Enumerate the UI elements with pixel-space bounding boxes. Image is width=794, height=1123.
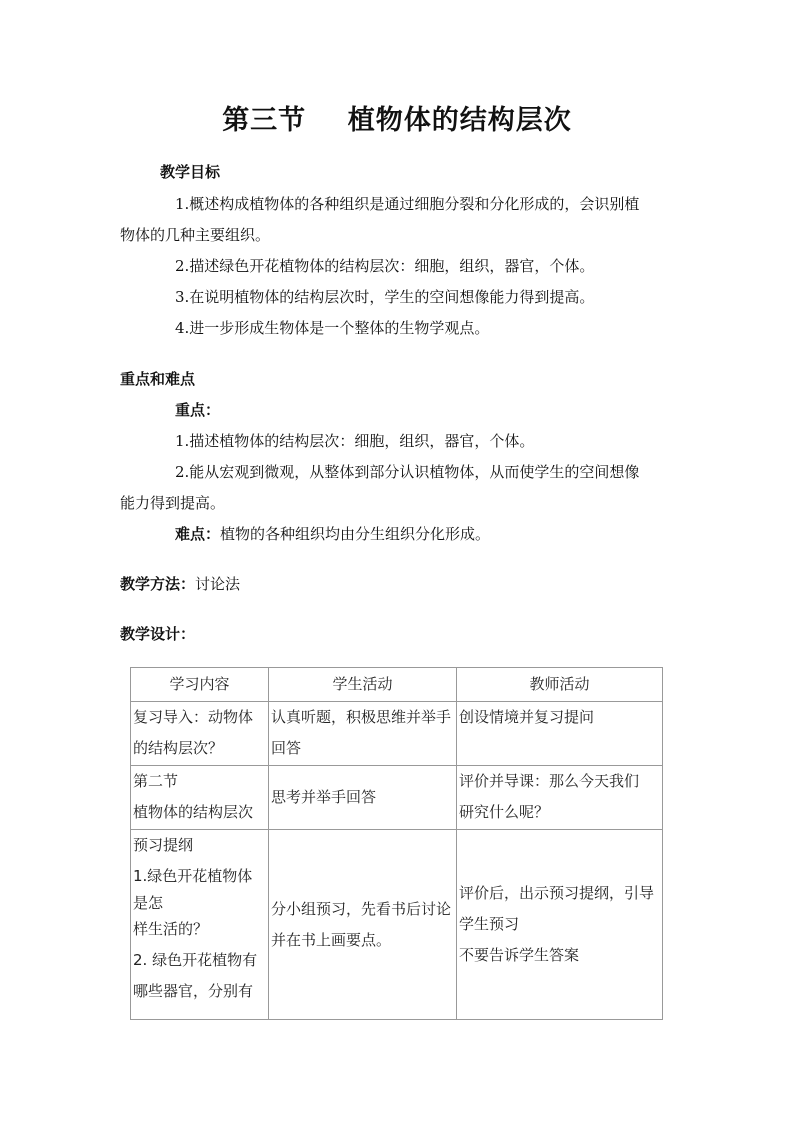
table-row [131,830,663,1020]
header-student: 学生活动 [269,668,457,702]
cell-student: 思考并举手回答 [269,766,457,830]
difficulty-text: 植物的各种组织均由分生组织分化形成。 [220,525,491,543]
cell-student: 认真听题，积极思维并举手 回答 [269,702,457,766]
method-line [120,574,240,594]
page-title: 第三节 植物体的结构层次 [222,105,572,136]
cell-content: 复习导入：动物体 的结构层次？ [131,702,269,766]
objective-item: 1.概述构成植物体的各种组织是通过细胞分裂和分化形成的，会识别植 [175,195,640,213]
cell-teacher: 创设情境并复习提问 [457,702,663,766]
method-label: 教学方法： [120,575,196,593]
method-text: 讨论法 [195,575,241,593]
design-label: 教学设计： [120,625,196,643]
key-label: 重点： [175,401,221,419]
cell-teacher: 评价后，出示预习提纲，引导 学生预习 不要告诉学生答案 [457,830,663,1020]
key-item: 1.描述植物体的结构层次：细胞，组织，器官，个体。 [175,432,535,450]
difficulty-line [175,524,490,544]
header-content: 学习内容 [131,668,269,702]
cell-teacher: 评价并导课：那么今天我们 研究什么呢？ [457,766,663,830]
key-item: 能力得到提高。 [120,494,226,512]
objective-item: 4.进一步形成生物体是一个整体的生物学观点。 [175,319,490,337]
teaching-design-table [130,667,663,1020]
header-teacher: 教师活动 [457,668,663,702]
cell-student: 分小组预习，先看书后讨论 并在书上画要点。 [269,830,457,1020]
table-header-row [131,668,663,702]
cell-content: 第二节 植物体的结构层次 [131,766,269,830]
key-item: 2.能从宏观到微观，从整体到部分认识植物体，从而使学生的空间想像 [175,463,640,481]
objective-item: 2.描述绿色开花植物体的结构层次：细胞，组织，器官，个体。 [175,257,595,275]
table-row [131,766,663,830]
table-row [131,702,663,766]
difficulty-label: 难点： [175,525,221,543]
cell-content: 预习提纲 1.绿色开花植物体 是怎 样生活的？ 2. 绿色开花植物有 哪些器官，分别有 [131,830,269,1020]
objective-item: 3.在说明植物体的结构层次时，学生的空间想像能力得到提高。 [175,288,595,306]
objectives-heading: 教学目标 [160,163,221,181]
key-points-heading: 重点和难点 [120,370,196,388]
objective-item: 物体的几种主要组织。 [120,226,271,244]
